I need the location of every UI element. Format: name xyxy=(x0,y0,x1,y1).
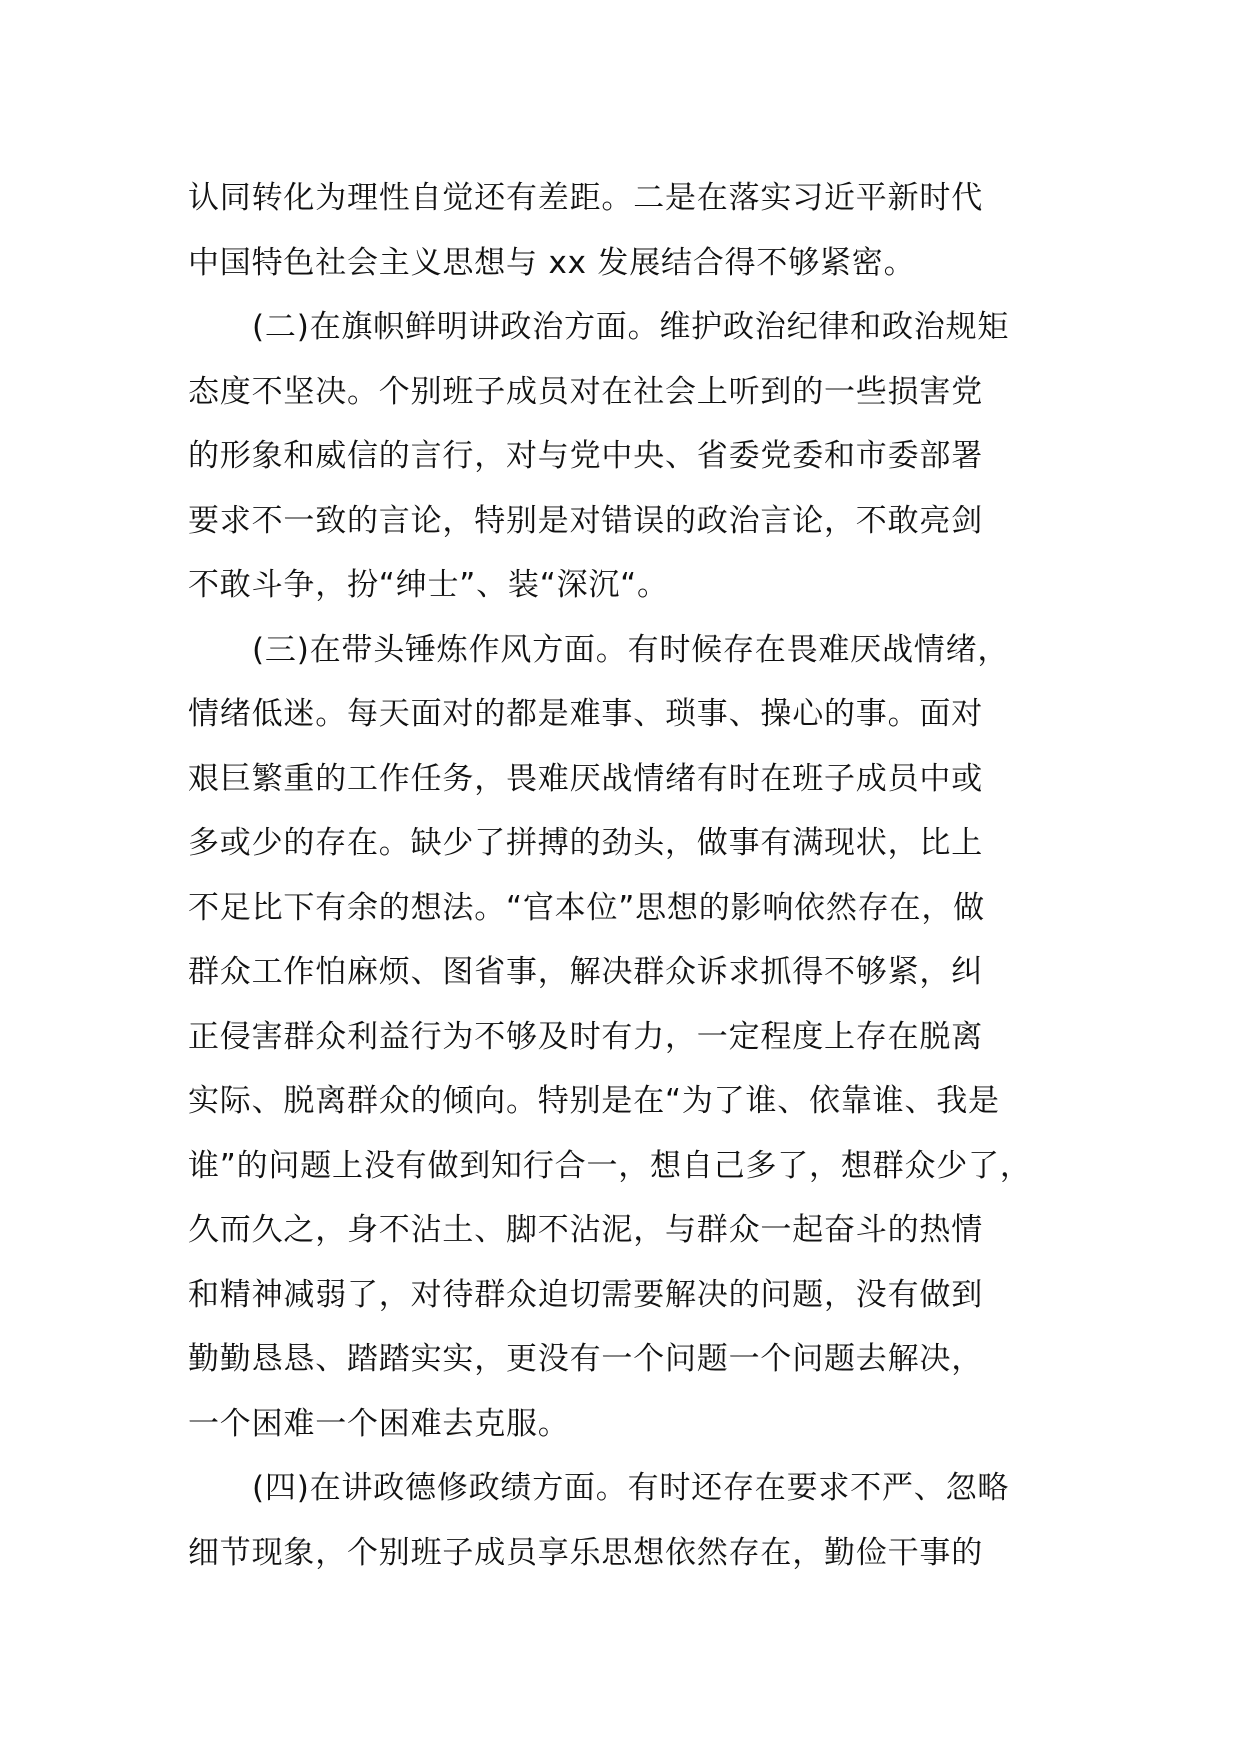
section-heading-line: (三)在带头锤炼作风方面。有时候存在畏难厌战情绪， xyxy=(252,631,1010,668)
text-line: 态度不坚决。个别班子成员对在社会上听到的一些损害党 xyxy=(188,373,983,410)
document-body xyxy=(188,166,1068,1585)
text-line: 一个困难一个困难去克服。 xyxy=(188,1405,570,1442)
text-line: 正侵害群众利益行为不够及时有力，一定程度上存在脱离 xyxy=(188,1018,983,1055)
text-line: 实际、脱离群众的倾向。特别是在“为了谁、依靠谁、我是 xyxy=(188,1083,1000,1119)
text-line: 中国特色社会主义思想与 xx 发展结合得不够紧密。 xyxy=(188,244,916,281)
text-line: 情绪低迷。每天面对的都是难事、琐事、操心的事。面对 xyxy=(188,696,983,732)
text-line: 和精神减弱了，对待群众迫切需要解决的问题，没有做到 xyxy=(188,1276,983,1313)
text-line: 不敢斗争，扮“绅士”、装“深沉“。 xyxy=(188,567,669,603)
text-line: 勤勤恳恳、踏踏实实，更没有一个问题一个问题去解决， xyxy=(188,1341,983,1377)
text-line: 谁”的问题上没有做到知行合一，想自己多了，想群众少了， xyxy=(188,1147,1032,1184)
text-line: 多或少的存在。缺少了拼搏的劲头，做事有满现状，比上 xyxy=(188,825,983,861)
text-line: 的形象和威信的言行，对与党中央、省委党委和市委部署 xyxy=(188,438,983,474)
text-line: 细节现象，个别班子成员享乐思想依然存在，勤俭干事的 xyxy=(188,1534,983,1571)
section-heading-line: (二)在旗帜鲜明讲政治方面。维护政治纪律和政治规矩 xyxy=(252,309,1010,345)
text-line: 不足比下有余的想法。“官本位”思想的影响依然存在，做 xyxy=(188,889,985,926)
text-line: 要求不一致的言论，特别是对错误的政治言论，不敢亮剑 xyxy=(188,502,983,539)
text-line: 艰巨繁重的工作任务，畏难厌战情绪有时在班子成员中或 xyxy=(188,760,983,797)
section-heading-line: (四)在讲政德修政绩方面。有时还存在要求不严、忽略 xyxy=(252,1470,1010,1506)
text-line: 认同转化为理性自觉还有差距。二是在落实习近平新时代 xyxy=(188,180,983,216)
text-line: 群众工作怕麻烦、图省事，解决群众诉求抓得不够紧，纠 xyxy=(188,954,983,990)
text-line: 久而久之，身不沾土、脚不沾泥，与群众一起奋斗的热情 xyxy=(188,1212,983,1248)
